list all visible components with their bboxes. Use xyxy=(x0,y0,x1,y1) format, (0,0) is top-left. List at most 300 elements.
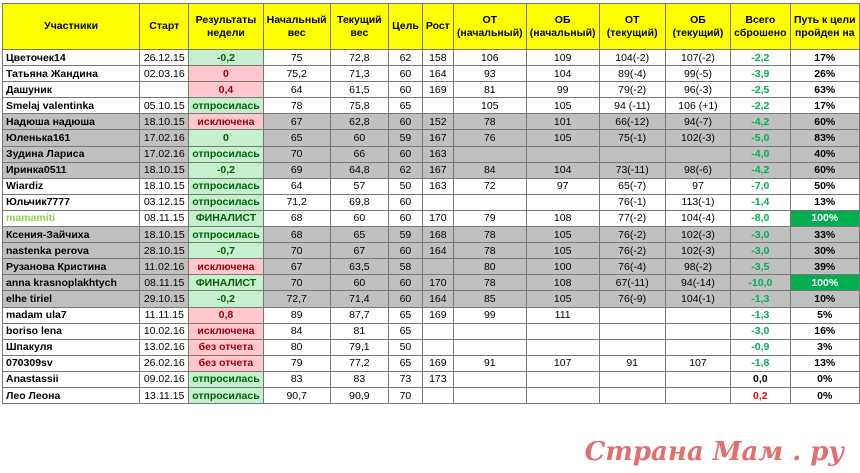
waist-initial-cell: 93 xyxy=(453,66,526,82)
waist-initial-cell: 72 xyxy=(453,178,526,194)
participant-name-cell: Ксения-Зайчиха xyxy=(3,227,140,243)
participant-name-cell: Дашуник xyxy=(3,82,140,98)
goal-weight-cell: 62 xyxy=(389,50,423,66)
goal-weight-cell: 60 xyxy=(389,291,423,307)
waist-current-cell xyxy=(599,387,665,403)
height-cell: 163 xyxy=(422,146,453,162)
participant-name-cell: elhe tiriel xyxy=(3,291,140,307)
hips-current-cell xyxy=(665,371,730,387)
goal-weight-cell: 73 xyxy=(389,371,423,387)
height-cell: 164 xyxy=(422,291,453,307)
height-cell: 169 xyxy=(422,307,453,323)
current-weight-cell: 90,9 xyxy=(330,387,388,403)
hips-current-cell: 107(-2) xyxy=(665,50,730,66)
waist-initial-cell: 78 xyxy=(453,114,526,130)
initial-weight-cell: 64 xyxy=(263,178,330,194)
current-weight-cell: 77,2 xyxy=(330,355,388,371)
participant-name-cell: Wiardiz xyxy=(3,178,140,194)
current-weight-cell: 79,1 xyxy=(330,339,388,355)
waist-current-cell xyxy=(599,146,665,162)
goal-progress-cell: 17% xyxy=(790,50,859,66)
goal-weight-cell: 50 xyxy=(389,339,423,355)
waist-initial-cell xyxy=(453,387,526,403)
waist-current-cell: 79(-2) xyxy=(599,82,665,98)
weekly-result-cell: исключена xyxy=(189,114,263,130)
participant-name-cell: Anastassii xyxy=(3,371,140,387)
col-header-waist-current: ОТ (текущий) xyxy=(599,4,665,50)
goal-weight-cell: 65 xyxy=(389,355,423,371)
site-watermark: Страна Мам . ру xyxy=(584,437,844,467)
hips-initial-cell: 97 xyxy=(526,178,599,194)
table-row xyxy=(3,178,860,194)
height-cell xyxy=(422,194,453,210)
current-weight-cell: 60 xyxy=(330,275,388,291)
col-header-progress: Путь к цели пройден на xyxy=(790,4,859,50)
waist-current-cell xyxy=(599,323,665,339)
height-cell xyxy=(422,339,453,355)
hips-initial-cell: 101 xyxy=(526,114,599,130)
hips-current-cell xyxy=(665,387,730,403)
waist-initial-cell xyxy=(453,339,526,355)
weekly-result-cell: -0,7 xyxy=(189,243,263,259)
col-header-participants: Участники xyxy=(3,4,140,50)
goal-progress-cell: 30% xyxy=(790,243,859,259)
start-date-cell: 18.10.15 xyxy=(140,162,189,178)
waist-initial-cell: 78 xyxy=(453,275,526,291)
participant-name-cell: madam ula7 xyxy=(3,307,140,323)
total-lost-cell: -2,2 xyxy=(731,50,790,66)
start-date-cell: 13.11.15 xyxy=(140,387,189,403)
initial-weight-cell: 75,2 xyxy=(263,66,330,82)
col-header-initial-weight: Начальный вес xyxy=(263,4,330,50)
current-weight-cell: 66 xyxy=(330,146,388,162)
hips-current-cell: 113(-1) xyxy=(665,194,730,210)
goal-weight-cell: 59 xyxy=(389,130,423,146)
waist-initial-cell: 80 xyxy=(453,259,526,275)
table-row xyxy=(3,194,860,210)
goal-progress-cell: 40% xyxy=(790,146,859,162)
goal-progress-cell: 17% xyxy=(790,98,859,114)
weekly-result-cell: отпросилась xyxy=(189,227,263,243)
participant-name-cell: nastenka perova xyxy=(3,243,140,259)
hips-initial-cell: 104 xyxy=(526,162,599,178)
height-cell xyxy=(422,323,453,339)
start-date-cell: 18.10.15 xyxy=(140,227,189,243)
goal-progress-cell: 100% xyxy=(790,210,859,226)
total-lost-cell: -4,2 xyxy=(731,114,790,130)
hips-current-cell: 104(-4) xyxy=(665,210,730,226)
goal-weight-cell: 70 xyxy=(389,387,423,403)
waist-current-cell: 66(-12) xyxy=(599,114,665,130)
waist-current-cell: 73(-11) xyxy=(599,162,665,178)
start-date-cell: 26.02.16 xyxy=(140,355,189,371)
weekly-result-cell: без отчета xyxy=(189,355,263,371)
weekly-result-cell: 0 xyxy=(189,130,263,146)
col-header-weekly-result: Результаты недели xyxy=(189,4,263,50)
waist-current-cell: 76(-1) xyxy=(599,194,665,210)
total-lost-cell: -3,5 xyxy=(731,259,790,275)
height-cell: 167 xyxy=(422,130,453,146)
hips-current-cell xyxy=(665,323,730,339)
current-weight-cell: 64,8 xyxy=(330,162,388,178)
goal-weight-cell: 62 xyxy=(389,162,423,178)
waist-current-cell: 94 (-11) xyxy=(599,98,665,114)
waist-current-cell xyxy=(599,339,665,355)
goal-progress-cell: 0% xyxy=(790,387,859,403)
hips-initial-cell xyxy=(526,339,599,355)
weekly-result-cell: ФИНАЛИСТ xyxy=(189,210,263,226)
hips-current-cell: 107 xyxy=(665,355,730,371)
start-date-cell: 26.12.15 xyxy=(140,50,189,66)
total-lost-cell: -2,5 xyxy=(731,82,790,98)
col-header-hips-initial: ОБ (начальный) xyxy=(526,4,599,50)
weekly-result-cell: -0,2 xyxy=(189,162,263,178)
current-weight-cell: 60 xyxy=(330,210,388,226)
start-date-cell: 29.10.15 xyxy=(140,291,189,307)
hips-current-cell: 104(-1) xyxy=(665,291,730,307)
start-date-cell: 13.02.16 xyxy=(140,339,189,355)
waist-current-cell: 77(-2) xyxy=(599,210,665,226)
hips-initial-cell: 105 xyxy=(526,291,599,307)
col-header-start: Старт xyxy=(140,4,189,50)
weekly-result-cell: ФИНАЛИСТ xyxy=(189,275,263,291)
waist-current-cell xyxy=(599,307,665,323)
total-lost-cell: -0,9 xyxy=(731,339,790,355)
table-row xyxy=(3,146,860,162)
table-row xyxy=(3,162,860,178)
participant-name-cell: Зудина Лариса xyxy=(3,146,140,162)
hips-current-cell: 94(-7) xyxy=(665,114,730,130)
hips-current-cell: 96(-3) xyxy=(665,82,730,98)
table-row xyxy=(3,275,860,291)
hips-current-cell xyxy=(665,146,730,162)
total-lost-cell: -4,2 xyxy=(731,162,790,178)
table-row xyxy=(3,323,860,339)
goal-weight-cell: 59 xyxy=(389,227,423,243)
height-cell: 169 xyxy=(422,82,453,98)
current-weight-cell: 71,4 xyxy=(330,291,388,307)
hips-initial-cell: 107 xyxy=(526,355,599,371)
weekly-result-cell: -0,2 xyxy=(189,50,263,66)
goal-progress-cell: 13% xyxy=(790,194,859,210)
hips-current-cell: 97 xyxy=(665,178,730,194)
waist-current-cell: 104(-2) xyxy=(599,50,665,66)
total-lost-cell: 0,2 xyxy=(731,387,790,403)
start-date-cell: 05.10.15 xyxy=(140,98,189,114)
hips-initial-cell xyxy=(526,146,599,162)
hips-initial-cell: 111 xyxy=(526,307,599,323)
goal-weight-cell: 60 xyxy=(389,194,423,210)
waist-current-cell: 65(-7) xyxy=(599,178,665,194)
goal-progress-cell: 3% xyxy=(790,339,859,355)
hips-initial-cell: 100 xyxy=(526,259,599,275)
goal-progress-cell: 13% xyxy=(790,355,859,371)
hips-current-cell xyxy=(665,307,730,323)
goal-weight-cell: 65 xyxy=(389,307,423,323)
weekly-result-cell: без отчета xyxy=(189,339,263,355)
weekly-result-cell: 0 xyxy=(189,66,263,82)
participant-name-cell: Надюша надюша xyxy=(3,114,140,130)
current-weight-cell: 60 xyxy=(330,130,388,146)
hips-initial-cell xyxy=(526,387,599,403)
total-lost-cell: -3,0 xyxy=(731,227,790,243)
total-lost-cell: 0,0 xyxy=(731,371,790,387)
waist-current-cell: 76(-2) xyxy=(599,227,665,243)
current-weight-cell: 61,5 xyxy=(330,82,388,98)
participant-name-cell: Юленька161 xyxy=(3,130,140,146)
col-header-goal: Цель xyxy=(389,4,423,50)
waist-current-cell xyxy=(599,371,665,387)
waist-initial-cell xyxy=(453,194,526,210)
initial-weight-cell: 70 xyxy=(263,146,330,162)
total-lost-cell: -1,3 xyxy=(731,291,790,307)
weekly-result-cell: отпросилась xyxy=(189,178,263,194)
start-date-cell: 03.12.15 xyxy=(140,194,189,210)
hips-initial-cell: 105 xyxy=(526,227,599,243)
goal-weight-cell: 50 xyxy=(389,178,423,194)
current-weight-cell: 75,8 xyxy=(330,98,388,114)
table-row xyxy=(3,227,860,243)
goal-progress-cell: 26% xyxy=(790,66,859,82)
goal-progress-cell: 60% xyxy=(790,162,859,178)
participant-name-cell: Татьяна Жандина xyxy=(3,66,140,82)
initial-weight-cell: 69 xyxy=(263,162,330,178)
start-date-cell: 11.11.15 xyxy=(140,307,189,323)
goal-weight-cell: 60 xyxy=(389,114,423,130)
hips-initial-cell xyxy=(526,371,599,387)
current-weight-cell: 57 xyxy=(330,178,388,194)
current-weight-cell: 65 xyxy=(330,227,388,243)
total-lost-cell: -5,0 xyxy=(731,130,790,146)
weekly-result-cell: отпросилась xyxy=(189,194,263,210)
current-weight-cell: 72,8 xyxy=(330,50,388,66)
start-date-cell: 18.10.15 xyxy=(140,178,189,194)
initial-weight-cell: 75 xyxy=(263,50,330,66)
hips-initial-cell: 105 xyxy=(526,243,599,259)
table-row xyxy=(3,339,860,355)
participant-name-cell: Лео Леона xyxy=(3,387,140,403)
waist-current-cell: 67(-11) xyxy=(599,275,665,291)
hips-current-cell: 94(-14) xyxy=(665,275,730,291)
participant-name-cell: Рузанова Кристина xyxy=(3,259,140,275)
waist-current-cell: 76(-9) xyxy=(599,291,665,307)
header-row xyxy=(3,4,860,50)
table-row xyxy=(3,98,860,114)
goal-weight-cell: 65 xyxy=(389,323,423,339)
table-row xyxy=(3,50,860,66)
hips-initial-cell: 109 xyxy=(526,50,599,66)
table-row xyxy=(3,307,860,323)
total-lost-cell: -3,9 xyxy=(731,66,790,82)
goal-progress-cell: 33% xyxy=(790,227,859,243)
initial-weight-cell: 68 xyxy=(263,227,330,243)
waist-initial-cell: 84 xyxy=(453,162,526,178)
start-date-cell: 17.02.16 xyxy=(140,130,189,146)
hips-initial-cell xyxy=(526,323,599,339)
goal-weight-cell: 60 xyxy=(389,82,423,98)
start-date-cell xyxy=(140,82,189,98)
waist-initial-cell: 78 xyxy=(453,227,526,243)
hips-current-cell: 99(-5) xyxy=(665,66,730,82)
height-cell: 173 xyxy=(422,371,453,387)
table-row xyxy=(3,259,860,275)
waist-current-cell: 76(-4) xyxy=(599,259,665,275)
participant-name-cell: boriso lena xyxy=(3,323,140,339)
goal-progress-cell: 5% xyxy=(790,307,859,323)
height-cell: 168 xyxy=(422,227,453,243)
hips-current-cell: 98(-2) xyxy=(665,259,730,275)
total-lost-cell: -1,3 xyxy=(731,307,790,323)
start-date-cell: 18.10.15 xyxy=(140,114,189,130)
initial-weight-cell: 80 xyxy=(263,339,330,355)
start-date-cell: 17.02.16 xyxy=(140,146,189,162)
height-cell: 152 xyxy=(422,114,453,130)
height-cell: 163 xyxy=(422,178,453,194)
weekly-result-cell: отпросилась xyxy=(189,98,263,114)
current-weight-cell: 67 xyxy=(330,243,388,259)
goal-progress-cell: 39% xyxy=(790,259,859,275)
table-row xyxy=(3,371,860,387)
table-row xyxy=(3,291,860,307)
initial-weight-cell: 68 xyxy=(263,210,330,226)
height-cell: 164 xyxy=(422,243,453,259)
hips-initial-cell: 105 xyxy=(526,98,599,114)
goal-progress-cell: 60% xyxy=(790,114,859,130)
total-lost-cell: -3,0 xyxy=(731,243,790,259)
initial-weight-cell: 70 xyxy=(263,275,330,291)
initial-weight-cell: 84 xyxy=(263,323,330,339)
height-cell: 167 xyxy=(422,162,453,178)
current-weight-cell: 83 xyxy=(330,371,388,387)
initial-weight-cell: 79 xyxy=(263,355,330,371)
col-header-height: Рост xyxy=(422,4,453,50)
participant-name-cell: Smelaj valentinka xyxy=(3,98,140,114)
hips-initial-cell xyxy=(526,194,599,210)
hips-current-cell xyxy=(665,339,730,355)
height-cell: 170 xyxy=(422,210,453,226)
start-date-cell: 11.02.16 xyxy=(140,259,189,275)
waist-initial-cell: 76 xyxy=(453,130,526,146)
goal-progress-cell: 83% xyxy=(790,130,859,146)
waist-current-cell: 89(-4) xyxy=(599,66,665,82)
waist-current-cell: 75(-1) xyxy=(599,130,665,146)
goal-weight-cell: 65 xyxy=(389,98,423,114)
weekly-result-cell: отпросилась xyxy=(189,387,263,403)
initial-weight-cell: 65 xyxy=(263,130,330,146)
current-weight-cell: 71,3 xyxy=(330,66,388,82)
waist-initial-cell: 91 xyxy=(453,355,526,371)
weekly-result-cell: исключена xyxy=(189,323,263,339)
hips-initial-cell: 108 xyxy=(526,275,599,291)
goal-progress-cell: 10% xyxy=(790,291,859,307)
initial-weight-cell: 67 xyxy=(263,259,330,275)
total-lost-cell: -4,0 xyxy=(731,146,790,162)
height-cell xyxy=(422,387,453,403)
waist-initial-cell: 81 xyxy=(453,82,526,98)
start-date-cell: 08.11.15 xyxy=(140,210,189,226)
goal-weight-cell: 60 xyxy=(389,66,423,82)
total-lost-cell: -2,2 xyxy=(731,98,790,114)
goal-weight-cell: 58 xyxy=(389,259,423,275)
hips-current-cell: 98(-6) xyxy=(665,162,730,178)
participant-name-cell: Шпакуля xyxy=(3,339,140,355)
waist-initial-cell xyxy=(453,146,526,162)
total-lost-cell: -1,8 xyxy=(731,355,790,371)
goal-progress-cell: 0% xyxy=(790,371,859,387)
goal-weight-cell: 60 xyxy=(389,275,423,291)
participant-name-cell: anna krasnoplakhtych xyxy=(3,275,140,291)
hips-current-cell: 106 (+1) xyxy=(665,98,730,114)
col-header-hips-current: ОБ (текущий) xyxy=(665,4,730,50)
weekly-result-cell: 0,4 xyxy=(189,82,263,98)
initial-weight-cell: 72,7 xyxy=(263,291,330,307)
total-lost-cell: -7,0 xyxy=(731,178,790,194)
height-cell: 158 xyxy=(422,50,453,66)
table-row xyxy=(3,66,860,82)
weekly-result-cell: отпросилась xyxy=(189,371,263,387)
waist-initial-cell: 85 xyxy=(453,291,526,307)
waist-initial-cell xyxy=(453,323,526,339)
goal-progress-cell: 100% xyxy=(790,275,859,291)
weekly-result-cell: -0,2 xyxy=(189,291,263,307)
goal-progress-cell: 16% xyxy=(790,323,859,339)
table-row xyxy=(3,82,860,98)
current-weight-cell: 62,8 xyxy=(330,114,388,130)
waist-current-cell: 76(-2) xyxy=(599,243,665,259)
hips-initial-cell: 108 xyxy=(526,210,599,226)
waist-initial-cell xyxy=(453,371,526,387)
weekly-result-cell: исключена xyxy=(189,259,263,275)
goal-progress-cell: 50% xyxy=(790,178,859,194)
table-row xyxy=(3,355,860,371)
height-cell: 169 xyxy=(422,355,453,371)
initial-weight-cell: 83 xyxy=(263,371,330,387)
weekly-result-cell: отпросилась xyxy=(189,146,263,162)
hips-initial-cell: 105 xyxy=(526,130,599,146)
participant-name-cell: mamamiti xyxy=(3,210,140,226)
waist-initial-cell: 78 xyxy=(453,243,526,259)
initial-weight-cell: 78 xyxy=(263,98,330,114)
table-row xyxy=(3,130,860,146)
goal-weight-cell: 60 xyxy=(389,243,423,259)
current-weight-cell: 63,5 xyxy=(330,259,388,275)
participant-name-cell: Юльчик7777 xyxy=(3,194,140,210)
waist-current-cell: 91 xyxy=(599,355,665,371)
total-lost-cell: -8,0 xyxy=(731,210,790,226)
col-header-current-weight: Текущий вес xyxy=(330,4,388,50)
participants-table xyxy=(2,3,860,404)
participant-name-cell: Иринка0511 xyxy=(3,162,140,178)
initial-weight-cell: 70 xyxy=(263,243,330,259)
current-weight-cell: 69,8 xyxy=(330,194,388,210)
col-header-total-lost: Всего сброшено xyxy=(731,4,790,50)
waist-initial-cell: 105 xyxy=(453,98,526,114)
waist-initial-cell: 99 xyxy=(453,307,526,323)
goal-progress-cell: 63% xyxy=(790,82,859,98)
total-lost-cell: -1,4 xyxy=(731,194,790,210)
participant-name-cell: Цветочек14 xyxy=(3,50,140,66)
height-cell: 164 xyxy=(422,66,453,82)
table-row xyxy=(3,210,860,226)
hips-initial-cell: 104 xyxy=(526,66,599,82)
total-lost-cell: -10,0 xyxy=(731,275,790,291)
table-row xyxy=(3,114,860,130)
initial-weight-cell: 64 xyxy=(263,82,330,98)
initial-weight-cell: 71,2 xyxy=(263,194,330,210)
current-weight-cell: 81 xyxy=(330,323,388,339)
start-date-cell: 28.10.15 xyxy=(140,243,189,259)
start-date-cell: 09.02.16 xyxy=(140,371,189,387)
